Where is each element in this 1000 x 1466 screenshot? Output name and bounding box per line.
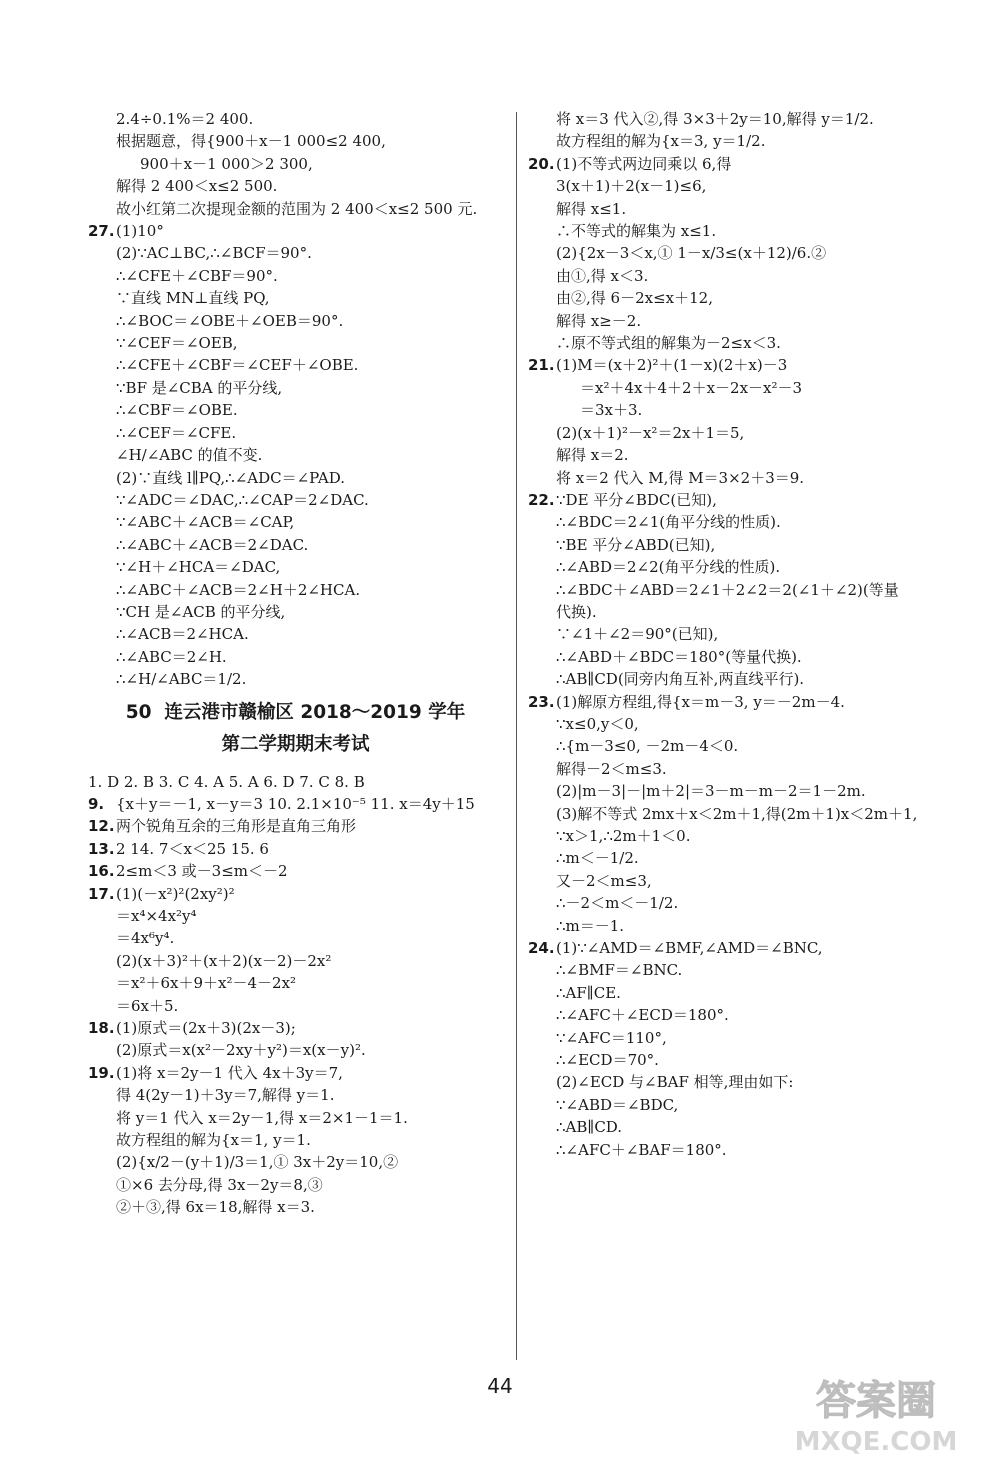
left-answer-lines [88,771,503,1219]
question-number: 21. [528,356,555,375]
answer-text: ∴∠BMF＝∠BNC. [556,961,683,980]
page-number: 44 [487,1374,513,1398]
question-number: 17. [88,884,115,903]
answer-line [528,354,968,376]
answer-text: 两个锐角互余的三角形是直角三角形 [116,817,357,836]
answer-line [528,1049,968,1071]
answer-text: ∴∠ABC＋∠ACB＝2∠H＋2∠HCA. [116,580,361,599]
answer-line [88,354,503,376]
answer-line [528,870,968,892]
answer-line [88,646,503,668]
answer-text: 2 14. 7＜x＜25 15. 6 [116,839,269,858]
answer-text: ＝x²＋6x＋9＋x²－4－2x² [116,974,297,993]
answer-text: (2)|m－3|－|m＋2|＝3－m－m－2＝1－2m. [556,782,866,801]
question-number: 19. [88,1063,115,1082]
answer-text: ∵BE 平分∠ABD(已知), [556,535,716,554]
answer-text: 解得 x≤1. [556,199,627,218]
answer-line [88,838,503,860]
answer-text: ∵直线 MN⊥直线 PQ, [116,289,270,308]
answer-line [88,310,503,332]
answer-text: 将 x＝2 代入 M,得 M＝3×2＋3＝9. [556,468,805,487]
answer-line [528,556,968,578]
answer-line [528,1139,968,1161]
answer-line [528,444,968,466]
section-title [88,697,503,761]
answer-line [88,467,503,489]
answer-line [528,579,968,601]
answer-line [88,444,503,466]
answer-text: ∴∠CFE＋∠CBF＝90°. [116,266,278,285]
answer-text: ∴不等式的解集为 x≤1. [556,222,717,241]
answer-line [88,927,503,949]
answer-line [528,623,968,645]
answer-line [88,1084,503,1106]
answer-line [88,556,503,578]
answer-text: (1)不等式两边同乘以 6,得 [556,154,732,173]
answer-line [528,242,968,264]
answer-text: ∵x≤0,y＜0, [556,714,639,733]
answer-text: (1)原式＝(2x＋3)(2x－3); [116,1019,296,1038]
answer-text: ∴∠BDC＝2∠1(角平分线的性质). [556,513,781,532]
right-column [528,108,968,1161]
answer-text: ∴∠CBF＝∠OBE. [116,401,238,420]
answer-line [88,130,503,152]
answer-line [88,489,503,511]
answer-text: ∴AB∥CD. [556,1118,623,1137]
answer-text: 故方程组的解为{x＝1, y＝1. [116,1131,311,1150]
answer-line [528,1004,968,1026]
answer-line [528,982,968,1004]
answer-line [88,883,503,905]
answer-line [528,153,968,175]
answer-text: (2){x/2－(y＋1)/3＝1,① 3x＋2y＝10,② [116,1153,399,1172]
answer-line [528,198,968,220]
answer-text: ∴∠CFE＋∠CBF＝∠CEF＋∠OBE. [116,356,359,375]
answer-line [88,668,503,690]
column-divider [516,112,517,1360]
answer-line [88,793,503,815]
answer-text: (2)∠ECD 与∠BAF 相等,理由如下: [556,1073,794,1092]
watermark-logo [760,1362,992,1458]
section-number: 50 [125,701,152,723]
answer-text: ＝x²＋4x＋4＋2＋x－2x－x²－3 [580,378,803,397]
watermark-url: MXQE.COM [794,1427,958,1457]
answer-line [88,265,503,287]
answer-text: ∵∠1＋∠2＝90°(已知), [556,625,719,644]
answer-line [88,242,503,264]
answer-line [528,1071,968,1093]
answer-text: (2)∵直线 l∥PQ,∴∠ADC＝∠PAD. [116,468,345,487]
answer-text: 故小红第二次提现金额的范围为 2 400＜x≤2 500 元. [116,199,478,218]
answer-line [528,489,968,511]
answer-line [528,130,968,152]
question-number: 13. [88,839,115,858]
question-number: 27. [88,222,115,241]
answer-text: ∵BF 是∠CBA 的平分线, [116,378,283,397]
answer-text: ∵∠ADC＝∠DAC,∴∠CAP＝2∠DAC. [116,490,369,509]
answer-line [88,422,503,444]
answer-line [528,377,968,399]
answer-line [88,1062,503,1084]
answer-line [528,422,968,444]
answer-text: ∵∠ABD＝∠BDC, [556,1095,679,1114]
answer-text: ∴AF∥CE. [556,983,621,1002]
answer-line [528,287,968,309]
answer-text: ∴∠H/∠ABC＝1/2. [116,670,247,689]
answer-line [528,825,968,847]
answer-text: (2)(x＋1)²－x²＝2x＋1＝5, [556,423,745,442]
answer-line [528,265,968,287]
answer-line [88,1107,503,1129]
answer-text: ∴∠BDC＋∠ABD＝2∠1＋2∠2＝2(∠1＋∠2)(等量 [556,580,899,599]
answer-text: ①×6 去分母,得 3x－2y＝8,③ [116,1175,323,1194]
answer-text: ＝3x＋3. [580,401,643,420]
question-number: 18. [88,1019,115,1038]
answer-line [88,1151,503,1173]
question-number: 23. [528,692,555,711]
answer-text: ∵DE 平分∠BDC(已知), [556,490,717,509]
answer-line [528,780,968,802]
answer-line [88,601,503,623]
watermark-text: 答案圈 [816,1378,936,1424]
answer-line [528,713,968,735]
answer-text: 根据题意，得{900＋x－1 000≤2 400, [116,132,386,151]
answer-line [88,399,503,421]
answer-line [88,220,503,242]
answer-text: 解得 x＝2. [556,446,629,465]
answer-line [528,175,968,197]
answer-text: ∴∠AFC＋∠BAF＝180°. [556,1140,727,1159]
answer-text: 解得 x≥－2. [556,311,642,330]
answer-text: ∴∠ABC＋∠ACB＝2∠DAC. [116,535,309,554]
answer-text: ∠H/∠ABC 的值不变. [116,446,263,465]
answer-text: ∴∠ABD＋∠BDC＝180°(等量代换). [556,647,802,666]
answer-text: ∴m＜－1/2. [556,849,639,868]
answer-line [528,668,968,690]
answer-text: (1)10° [116,222,164,241]
answer-line [88,972,503,994]
answer-text: (2)∵AC⊥BC,∴∠BCF＝90°. [116,244,312,263]
answer-text: 将 y＝1 代入 x＝2y－1,得 x＝2×1－1＝1. [116,1108,408,1127]
answer-line [88,175,503,197]
answer-text: 又－2＜m≤3, [556,871,652,890]
answer-text: ＝x⁴×4x²y⁴ [116,907,197,925]
answer-text: (1)M＝(x＋2)²＋(1－x)(2＋x)－3 [556,356,788,375]
question-number: 20. [528,154,555,173]
answer-text: 2.4÷0.1%＝2 400. [116,110,254,128]
answer-text: 3(x＋1)＋2(x－1)≤6, [556,177,707,196]
answer-text: ∴∠ABD＝2∠2(角平分线的性质). [556,558,781,577]
question-number: 12. [88,817,115,836]
answer-line [88,815,503,837]
answer-text: 由①,得 x＜3. [556,266,649,285]
answer-text: ②＋③,得 6x＝18,解得 x＝3. [116,1198,315,1217]
left-column [88,108,503,1219]
answer-line [528,399,968,421]
answer-text: 代换). [556,602,597,621]
answer-line [528,803,968,825]
answer-text: ＝4x⁶y⁴. [116,929,175,948]
answer-line [528,892,968,914]
answer-text: ∴原不等式组的解集为－2≤x＜3. [556,334,781,353]
answer-text: (1)解原方程组,得{x＝m－3, y＝－2m－4. [556,692,845,711]
answer-line [528,108,968,130]
answer-text: ∴∠CEF＝∠CFE. [116,423,237,442]
answer-line [528,534,968,556]
answer-text: 将 x＝3 代入②,得 3×3＋2y＝10,解得 y＝1/2. [556,110,874,128]
answer-line [528,220,968,242]
answer-text: 900＋x－1 000＞2 300, [140,154,313,173]
question-number: 22. [528,490,555,509]
answer-text: ∵CH 是∠ACB 的平分线, [116,602,286,621]
section-title-line2: 第二学期期末考试 [221,733,370,755]
answer-text: (3)解不等式 2mx＋x＜2m＋1,得(2m＋1)x＜2m＋1, [556,804,918,823]
answer-text: 解得－2＜m≤3. [556,759,667,778]
answer-text: ∴AB∥CD(同旁内角互补,两直线平行). [556,670,805,689]
answer-text: ∴∠BOC＝∠OBE＋∠OEB＝90°. [116,311,344,330]
answer-line [528,847,968,869]
answer-line [88,771,503,793]
answer-text: ∴∠ACB＝2∠HCA. [116,625,249,644]
answer-line [528,1116,968,1138]
answer-text: 2≤m＜3 或－3≤m＜－2 [116,862,288,881]
answer-line [528,601,968,623]
answer-line [88,950,503,972]
answer-line [88,511,503,533]
answer-line [528,646,968,668]
answer-text: ∵x＞1,∴2m＋1＜0. [556,827,691,845]
answer-text: (2)原式＝x(x²－2xy＋y²)＝x(x－y)². [116,1041,366,1060]
answer-text: ∴∠ECD＝70°. [556,1051,659,1070]
answer-line [528,332,968,354]
answer-line [88,623,503,645]
answer-line [528,511,968,533]
answer-text: ∴∠ABC＝2∠H. [116,647,227,666]
answer-line [528,467,968,489]
answer-line [88,1196,503,1218]
answer-line [88,579,503,601]
answer-line [88,1039,503,1061]
answer-text: ∴m＝－1. [556,916,625,935]
question-number: 16. [88,862,115,881]
section-title-line1 [88,697,503,729]
answer-text: 1. D 2. B 3. C 4. A 5. A 6. D 7. C 8. B [88,772,365,791]
answer-text: ＝6x＋5. [116,996,179,1015]
answer-line [88,995,503,1017]
answer-text: ∴{m－3≤0, －2m－4＜0. [556,737,739,756]
answer-line [528,1027,968,1049]
answer-text: (2){2x－3＜x,① 1－x/3≤(x＋12)/6.② [556,244,827,263]
answer-text: (2)(x＋3)²＋(x＋2)(x－2)－2x² [116,951,332,970]
question-number: 9. [88,794,105,813]
answer-line [88,153,503,175]
answer-line [528,735,968,757]
answer-line [528,915,968,937]
right-answer-lines [528,108,968,1161]
answer-line [88,332,503,354]
answer-line [88,534,503,556]
answer-text: ∵∠AFC＝110°, [556,1028,667,1047]
answer-text: 由②,得 6－2x≤x＋12, [556,289,713,308]
answer-text: (1)(－x²)²(2xy²)² [116,884,235,903]
answer-line [528,1094,968,1116]
answer-line [88,860,503,882]
answer-text: ∵∠CEF＝∠OEB, [116,334,238,353]
answer-line [528,959,968,981]
answer-line [528,691,968,713]
section-title-text: 连云港市赣榆区 2018～2019 学年 [164,701,466,723]
answer-line [528,310,968,332]
answer-text: ∵∠ABC＋∠ACB＝∠CAP, [116,513,295,532]
answer-line [88,377,503,399]
answer-line [88,1129,503,1151]
answer-text: ∴∠AFC＋∠ECD＝180°. [556,1006,729,1025]
answer-line [88,905,503,927]
answer-line [88,1017,503,1039]
answer-text: ∵∠H＋∠HCA＝∠DAC, [116,558,281,577]
answer-line [528,937,968,959]
answer-line [88,287,503,309]
answer-line [88,108,503,130]
left-top-lines [88,108,503,691]
answer-text: ∴－2＜m＜－1/2. [556,894,679,913]
answer-line [528,758,968,780]
answer-text: 故方程组的解为{x＝3, y＝1/2. [556,132,766,151]
answer-line [88,1174,503,1196]
answer-text: 解得 2 400＜x≤2 500. [116,177,278,196]
answer-text: (1)将 x＝2y－1 代入 4x＋3y＝7, [116,1063,343,1082]
answer-line [88,198,503,220]
answer-text: {x＋y＝－1, x－y＝3 10. 2.1×10⁻⁵ 11. x＝4y＋15 [116,794,475,813]
answer-text: 得 4(2y－1)＋3y＝7,解得 y＝1. [116,1086,335,1105]
question-number: 24. [528,939,555,958]
answer-text: (1)∵∠AMD＝∠BMF,∠AMD＝∠BNC, [556,939,823,958]
